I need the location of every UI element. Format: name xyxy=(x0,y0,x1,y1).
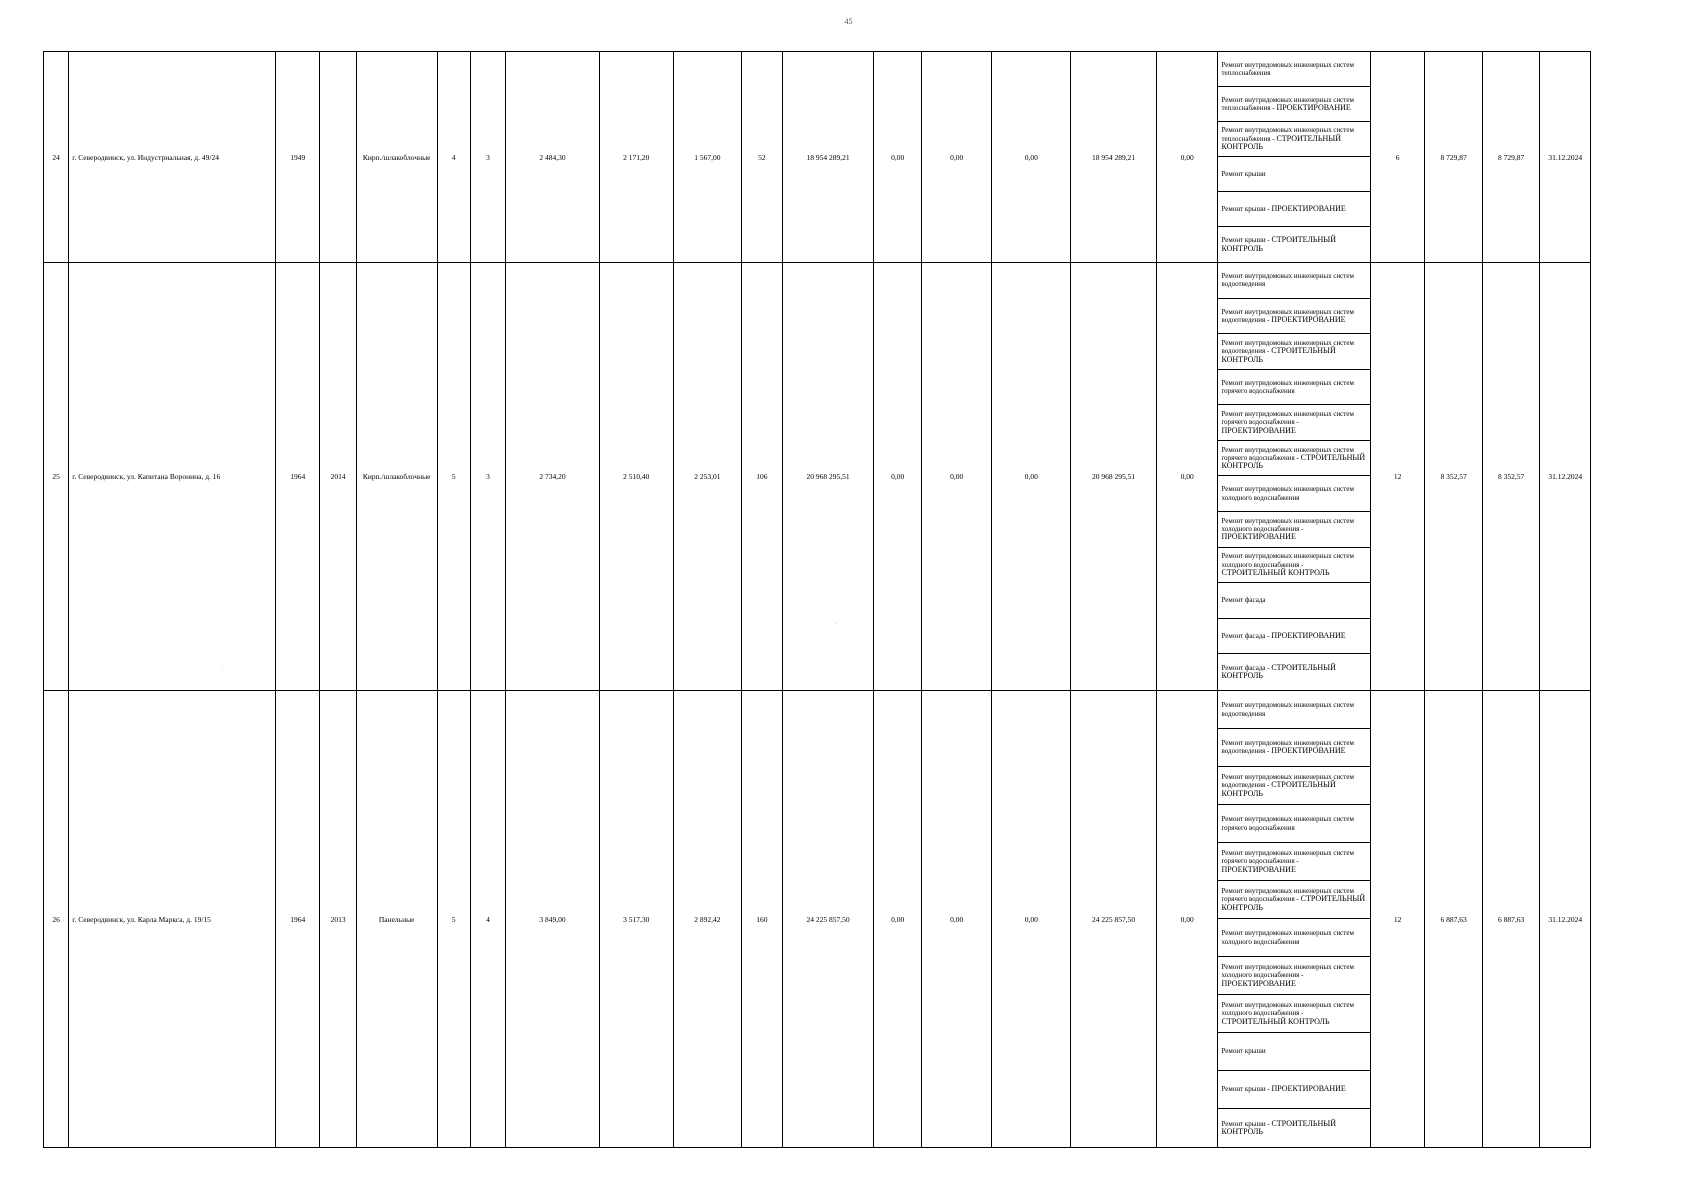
work-text-upper: ПРОЕКТИРОВАНИЕ xyxy=(1271,630,1346,640)
work-text: Ремонт внутридомовых инженерных систем теплоснабжения xyxy=(1221,60,1354,77)
work-text-upper: СТРОИТЕЛЬНЫЙ КОНТРОЛЬ xyxy=(1221,346,1336,364)
cell-count: 6 xyxy=(1370,52,1424,263)
work-item xyxy=(1218,476,1369,512)
cell-area-res: 2 253,01 xyxy=(673,263,742,691)
work-item xyxy=(1218,87,1369,122)
work-text-upper: СТРОИТЕЛЬНЫЙ КОНТРОЛЬ xyxy=(1221,894,1366,912)
cell-cost-3: 0,00 xyxy=(921,691,992,1148)
cell-material: Кирп./шлакоблочные xyxy=(356,52,437,263)
cell-cost-6: 0,00 xyxy=(1156,52,1218,263)
work-text: Ремонт крыши - xyxy=(1221,1085,1272,1094)
cell-cost-total: 18 954 289,21 xyxy=(782,52,874,263)
work-text: Ремонт крыши - xyxy=(1221,204,1272,213)
work-item xyxy=(1218,805,1369,843)
cell-num: 25 xyxy=(44,263,69,691)
work-item xyxy=(1218,192,1369,227)
work-text: Ремонт внутридомовых инженерных систем горячего водоснабжения xyxy=(1221,815,1354,832)
scan-speck: . xyxy=(835,620,837,626)
cell-cost-3: 0,00 xyxy=(921,263,992,691)
work-item xyxy=(1218,691,1369,729)
work-text: Ремонт фасада - xyxy=(1221,663,1272,672)
cell-floors: 5 xyxy=(437,263,470,691)
work-text: Ремонт внутридомовых инженерных систем горячего водоснабжения - xyxy=(1221,886,1354,904)
cell-residents: 52 xyxy=(742,52,782,263)
cell-area-total: 2 484,30 xyxy=(506,52,600,263)
cell-cost-4: 0,00 xyxy=(992,52,1071,263)
work-text-upper: СТРОИТЕЛЬНЫЙ КОНТРОЛЬ xyxy=(1221,1016,1330,1026)
work-item xyxy=(1218,1033,1369,1071)
cell-unit-cost-max: 8 352,57 xyxy=(1482,263,1540,691)
cell-num: 26 xyxy=(44,691,69,1148)
cell-cost-2: 0,00 xyxy=(874,263,921,691)
work-text: Ремонт внутридомовых инженерных систем холодного водоснабжения - xyxy=(1221,516,1354,534)
work-text: Ремонт внутридомовых инженерных систем холодного водоснабжения - xyxy=(1221,552,1354,569)
work-text-upper: ПРОЕКТИРОВАНИЕ xyxy=(1271,746,1346,756)
work-item xyxy=(1218,405,1369,441)
work-item xyxy=(1218,52,1369,87)
cell-residents: 106 xyxy=(742,263,782,691)
cell-entrances: 4 xyxy=(470,691,505,1148)
work-item xyxy=(1218,919,1369,957)
cell-address: г. Северодвинск, ул. Капитана Воронина, д. 16 xyxy=(69,263,276,691)
cell-area-res: 2 892,42 xyxy=(673,691,742,1148)
work-text: Ремонт внутридомовых инженерных систем холодного водоснабжения xyxy=(1221,485,1354,502)
work-text-upper: ПРОЕКТИРОВАНИЕ xyxy=(1221,425,1296,435)
work-text: Ремонт внутридомовых инженерных систем холодного водоснабжения xyxy=(1221,929,1354,946)
work-text-upper: СТРОИТЕЛЬНЫЙ КОНТРОЛЬ xyxy=(1221,235,1336,253)
cell-count: 12 xyxy=(1370,263,1424,691)
cell-cost-2: 0,00 xyxy=(874,691,921,1148)
work-item xyxy=(1218,995,1369,1033)
work-text: Ремонт внутридомовых инженерных систем водоотведения - xyxy=(1221,739,1354,756)
cell-works xyxy=(1218,263,1370,691)
work-item xyxy=(1218,1071,1369,1109)
cell-cost-2: 0,00 xyxy=(874,52,921,263)
work-text: Ремонт фасада - xyxy=(1221,631,1272,640)
work-item xyxy=(1218,370,1369,406)
work-item xyxy=(1218,157,1369,192)
work-item xyxy=(1218,512,1369,548)
cell-count: 12 xyxy=(1370,691,1424,1148)
work-text-upper: ПРОЕКТИРОВАНИЕ xyxy=(1271,203,1346,213)
cell-num: 24 xyxy=(44,52,69,263)
work-item xyxy=(1218,441,1369,477)
cell-floors: 4 xyxy=(437,52,470,263)
work-text: Ремонт внутридомовых инженерных систем горячего водоснабжения - xyxy=(1221,445,1354,462)
work-item xyxy=(1218,1109,1369,1147)
cell-year-last xyxy=(320,52,356,263)
cell-area-all: 2 510,40 xyxy=(599,263,673,691)
cell-date: 31.12.2024 xyxy=(1540,691,1591,1148)
work-text: Ремонт внутридомовых инженерных систем водоотведения - xyxy=(1221,338,1354,356)
work-text: Ремонт крыши - xyxy=(1221,1119,1272,1128)
work-text-upper: СТРОИТЕЛЬНЫЙ КОНТРОЛЬ xyxy=(1221,133,1341,152)
cell-address: г. Северодвинск, ул. Индустриальная, д. 49/24 xyxy=(69,52,276,263)
work-text-upper: ПРОЕКТИРОВАНИЕ xyxy=(1221,864,1296,874)
work-text-upper: СТРОИТЕЛЬНЫЙ КОНТРОЛЬ xyxy=(1221,452,1366,471)
work-text: Ремонт внутридомовых инженерных систем холодного водоснабжения - xyxy=(1221,1000,1354,1018)
cell-entrances: 3 xyxy=(470,52,505,263)
work-text-upper: ПРОЕКТИРОВАНИЕ xyxy=(1221,532,1296,542)
cell-year-built: 1964 xyxy=(276,691,320,1148)
work-item xyxy=(1218,122,1369,157)
cell-works xyxy=(1218,52,1370,263)
work-text-upper: ПРОЕКТИРОВАНИЕ xyxy=(1276,102,1351,112)
work-text: Ремонт внутридомовых инженерных систем холодного водоснабжения - xyxy=(1221,962,1354,980)
cell-cost-5: 20 968 295,51 xyxy=(1071,263,1157,691)
cell-date: 31.12.2024 xyxy=(1540,263,1591,691)
repair-program-table xyxy=(43,51,1591,1148)
table-row xyxy=(44,691,1591,1148)
cell-cost-total: 24 225 857,50 xyxy=(782,691,874,1148)
cell-area-res: 1 567,00 xyxy=(673,52,742,263)
cell-cost-4: 0,00 xyxy=(992,263,1071,691)
cell-cost-6: 0,00 xyxy=(1156,691,1218,1148)
cell-material: Кирп./шлакоблочные xyxy=(356,263,437,691)
work-item xyxy=(1218,654,1369,690)
work-text: Ремонт внутридомовых инженерных систем водоотведения - xyxy=(1221,307,1354,324)
work-item xyxy=(1218,881,1369,919)
work-item xyxy=(1218,263,1369,299)
cell-area-all: 3 517,30 xyxy=(599,691,673,1148)
work-text: Ремонт внутридомовых инженерных систем горячего водоснабжения xyxy=(1221,378,1354,396)
cell-cost-total: 20 968 295,51 xyxy=(782,263,874,691)
cell-material: Панельные xyxy=(356,691,437,1148)
table-row xyxy=(44,52,1591,263)
cell-cost-5: 18 954 289,21 xyxy=(1071,52,1157,263)
cell-area-total: 3 849,00 xyxy=(506,691,600,1148)
cell-area-total: 2 734,20 xyxy=(506,263,600,691)
cell-cost-4: 0,00 xyxy=(992,691,1071,1148)
cell-works xyxy=(1218,691,1370,1148)
work-text: Ремонт внутридомовых инженерных систем горячего водоснабжения - xyxy=(1221,410,1354,427)
work-text: Ремонт фасада xyxy=(1221,596,1266,605)
work-item xyxy=(1218,583,1369,619)
cell-address: г. Северодвинск, ул. Карла Маркса, д. 19/15 xyxy=(69,691,276,1148)
scan-speck: . xyxy=(222,663,224,669)
work-item xyxy=(1218,334,1369,370)
work-item xyxy=(1218,548,1369,584)
work-text: Ремонт крыши xyxy=(1221,169,1266,178)
cell-area-all: 2 171,20 xyxy=(599,52,673,263)
cell-unit-cost-max: 6 887,63 xyxy=(1482,691,1540,1148)
cell-unit-cost-max: 8 729,87 xyxy=(1482,52,1540,263)
work-text-upper: СТРОИТЕЛЬНЫЙ КОНТРОЛЬ xyxy=(1221,568,1330,578)
cell-date: 31.12.2024 xyxy=(1540,52,1591,263)
work-item xyxy=(1218,767,1369,805)
work-text: Ремонт внутридомовых инженерных систем теплоснабжения - xyxy=(1221,126,1354,143)
work-item xyxy=(1218,227,1369,262)
cell-cost-3: 0,00 xyxy=(921,52,992,263)
work-text: Ремонт крыши - xyxy=(1221,236,1272,245)
work-text: Ремонт внутридомовых инженерных систем теплоснабжения - xyxy=(1221,95,1354,112)
work-item xyxy=(1218,299,1369,335)
cell-year-built: 1964 xyxy=(276,263,320,691)
cell-unit-cost: 6 887,63 xyxy=(1425,691,1483,1148)
work-text: Ремонт внутридомовых инженерных систем водоотведения - xyxy=(1221,772,1354,790)
cell-unit-cost: 8 729,87 xyxy=(1425,52,1483,263)
cell-year-last: 2013 xyxy=(320,691,356,1148)
page-number: 45 xyxy=(844,17,853,26)
work-text-upper: ПРОЕКТИРОВАНИЕ xyxy=(1271,314,1346,324)
cell-cost-5: 24 225 857,50 xyxy=(1071,691,1157,1148)
work-item xyxy=(1218,957,1369,995)
work-item xyxy=(1218,729,1369,767)
work-text: Ремонт крыши xyxy=(1221,1047,1266,1056)
cell-year-last: 2014 xyxy=(320,263,356,691)
work-text-upper: ПРОЕКТИРОВАНИЕ xyxy=(1221,978,1296,988)
work-text-upper: СТРОИТЕЛЬНЫЙ КОНТРОЛЬ xyxy=(1221,662,1336,681)
cell-entrances: 3 xyxy=(470,263,505,691)
cell-unit-cost: 8 352,57 xyxy=(1425,263,1483,691)
work-text-upper: СТРОИТЕЛЬНЫЙ КОНТРОЛЬ xyxy=(1221,1118,1336,1136)
work-item xyxy=(1218,619,1369,655)
cell-residents: 160 xyxy=(742,691,782,1148)
work-text-upper: СТРОИТЕЛЬНЫЙ КОНТРОЛЬ xyxy=(1221,780,1336,798)
work-text: Ремонт внутридомовых инженерных систем водоотведения xyxy=(1221,701,1354,718)
work-item xyxy=(1218,843,1369,881)
work-text: Ремонт внутридомовых инженерных систем горячего водоснабжения - xyxy=(1221,848,1354,866)
cell-year-built: 1949 xyxy=(276,52,320,263)
table-row xyxy=(44,263,1591,691)
work-text-upper: ПРОЕКТИРОВАНИЕ xyxy=(1271,1084,1346,1094)
cell-cost-6: 0,00 xyxy=(1156,263,1218,691)
work-text: Ремонт внутридомовых инженерных систем водоотведения xyxy=(1221,271,1354,289)
cell-floors: 5 xyxy=(437,691,470,1148)
